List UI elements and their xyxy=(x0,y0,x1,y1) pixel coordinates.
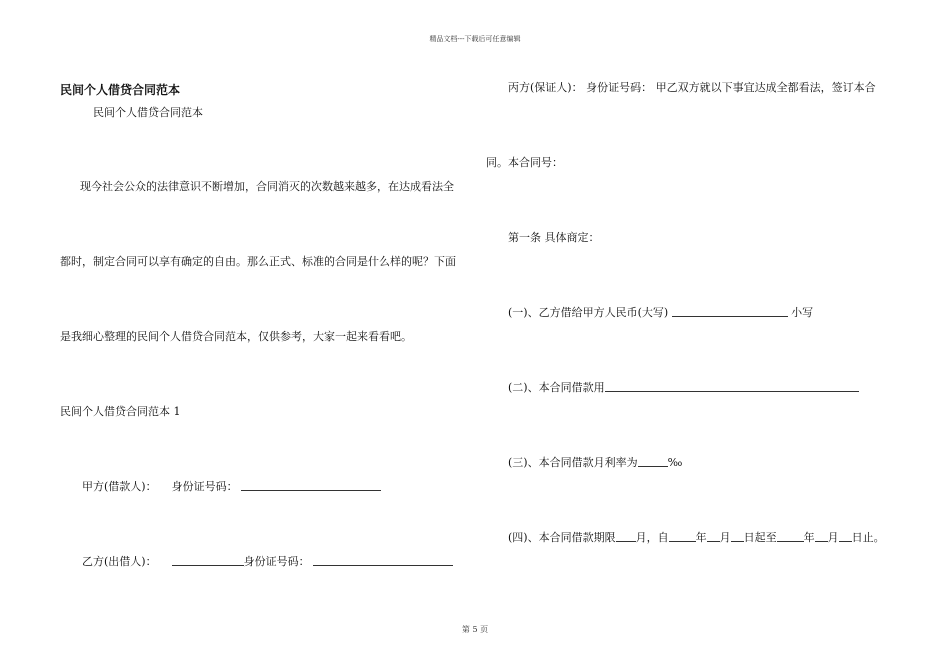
item-4-from-text: 日起至 xyxy=(743,531,777,544)
party-b-name-blank[interactable] xyxy=(172,555,244,566)
document-subtitle: 民间个人借贷合同范本 xyxy=(93,106,203,119)
party-b-row xyxy=(82,555,453,569)
page-footer: 第 5 页 xyxy=(461,625,489,634)
item-4-month3-text: 月 xyxy=(827,531,839,544)
amount-uppercase-blank[interactable] xyxy=(672,306,788,317)
item-4-year-text: 年 xyxy=(695,531,707,544)
start-year-blank[interactable] xyxy=(669,531,696,542)
item-2-label: (二)、本合同借款用 xyxy=(508,381,605,394)
start-day-blank[interactable] xyxy=(731,531,744,542)
item-2-row xyxy=(508,381,859,395)
start-month-blank[interactable] xyxy=(707,531,720,542)
item-4-end-text: 日止。 xyxy=(851,531,885,544)
party-b-label: 乙方(出借人)： xyxy=(82,555,157,568)
interest-rate-blank[interactable] xyxy=(638,456,668,467)
item-1-suffix: 小写 xyxy=(791,306,814,319)
item-4-label: (四)、本合同借款期限 xyxy=(508,531,616,544)
party-b-id-label: 身份证号码： xyxy=(243,555,310,568)
party-b-id-blank[interactable] xyxy=(313,555,453,566)
party-c-line: 丙方(保证人)： 身份证号码： 甲乙双方就以下事宜达成全都看法，签订本合 xyxy=(508,81,876,94)
loan-purpose-blank[interactable] xyxy=(605,381,859,392)
end-day-blank[interactable] xyxy=(839,531,852,542)
item-1-label: (一)、乙方借给甲方人民币(大写) xyxy=(508,306,669,319)
item-4-month-text: 月，自 xyxy=(635,531,669,544)
party-a-id-label: 身份证号码： xyxy=(171,480,238,493)
item-4-row xyxy=(508,531,885,545)
end-year-blank[interactable] xyxy=(777,531,804,542)
party-a-row xyxy=(82,480,381,494)
sample-heading: 民间个人借贷合同范本 1 xyxy=(60,405,181,418)
item-3-label: (三)、本合同借款月利率为 xyxy=(508,456,638,469)
term-months-blank[interactable] xyxy=(616,531,636,542)
intro-line-3: 是我细心整理的民间个人借贷合同范本，仅供参考，大家一起来看看吧。 xyxy=(60,330,412,343)
document-title: 民间个人借贷合同范本 xyxy=(60,83,181,97)
page-header: 精品文档---下载后可任意编辑 xyxy=(429,35,521,43)
intro-line-2: 都时，制定合同可以享有确定的自由。那么正式、标准的合同是什么样的呢？下面 xyxy=(60,255,456,268)
item-3-suffix: ‰ xyxy=(667,456,683,469)
party-a-id-blank[interactable] xyxy=(241,480,381,491)
contract-number-line: 同。本合同号： xyxy=(486,156,563,169)
item-4-year2-text: 年 xyxy=(803,531,815,544)
article-1-heading: 第一条 具体商定： xyxy=(508,231,600,244)
item-1-row xyxy=(508,306,813,320)
item-4-month2-text: 月 xyxy=(719,531,731,544)
intro-line-1: 现今社会公众的法律意识不断增加，合同消灭的次数越来越多，在达成看法全 xyxy=(80,180,454,193)
item-3-row xyxy=(508,456,682,470)
end-month-blank[interactable] xyxy=(815,531,828,542)
party-a-label: 甲方(借款人)： xyxy=(82,480,157,493)
